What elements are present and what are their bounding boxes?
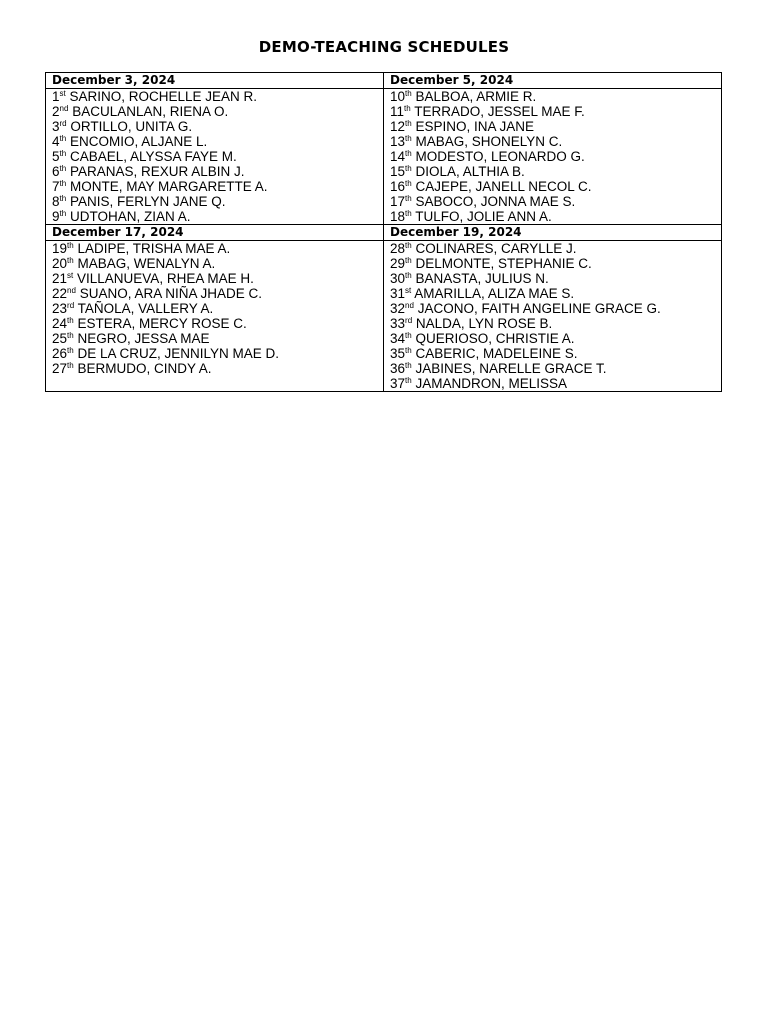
- order-number: 21: [52, 271, 68, 286]
- teacher-name: AMARILLA, ALIZA MAE S.: [414, 286, 575, 301]
- teacher-name: PARANAS, REXUR ALBIN J.: [69, 164, 245, 179]
- date-header-row: [46, 225, 722, 241]
- list-item: [52, 271, 383, 286]
- order-number: 17: [390, 194, 406, 209]
- order-number: 24: [52, 316, 68, 331]
- order-suffix: th: [405, 209, 412, 218]
- teacher-name: TAÑOLA, VALLERY A.: [77, 301, 214, 316]
- list-item: [390, 194, 721, 209]
- order-suffix: nd: [59, 104, 69, 113]
- order-suffix: th: [59, 134, 67, 143]
- teacher-name: JABINES, NARELLE GRACE T.: [415, 361, 607, 376]
- teacher-name: NEGRO, JESSA MAE: [77, 331, 210, 346]
- order-number: 16: [390, 179, 406, 194]
- list-item: [52, 134, 383, 149]
- list-item: [390, 209, 721, 224]
- order-suffix: th: [405, 179, 412, 188]
- order-suffix: th: [405, 376, 412, 385]
- teacher-name: ESTERA, MERCY ROSE C.: [77, 316, 247, 331]
- list-item: [52, 361, 383, 376]
- teacher-name: SUANO, ARA NIÑA JHADE C.: [79, 286, 262, 301]
- list-item: [52, 194, 383, 209]
- list-item: [52, 179, 383, 194]
- order-number: 35: [390, 346, 406, 361]
- list-item: [390, 256, 721, 271]
- teacher-name: BERMUDO, CINDY A.: [77, 361, 212, 376]
- order-number: 34: [390, 331, 406, 346]
- order-suffix: th: [405, 271, 412, 280]
- teacher-name: COLINARES, CARYLLE J.: [415, 241, 577, 256]
- order-number: 15: [390, 164, 406, 179]
- schedule-date-right: December 5, 2024: [384, 73, 722, 89]
- order-number: 14: [390, 149, 406, 164]
- teacher-name: BANASTA, JULIUS N.: [415, 271, 549, 286]
- list-item: [52, 286, 383, 301]
- order-suffix: th: [59, 194, 67, 203]
- order-number: 7: [52, 179, 60, 194]
- list-item: [390, 316, 721, 331]
- order-suffix: th: [405, 119, 412, 128]
- teacher-name: BALBOA, ARMIE R.: [415, 89, 537, 104]
- order-suffix: st: [59, 89, 66, 98]
- order-number: 28: [390, 241, 406, 256]
- list-item: [52, 164, 383, 179]
- order-suffix: nd: [67, 286, 76, 295]
- order-suffix: rd: [405, 316, 413, 325]
- order-number: 11: [390, 104, 405, 119]
- order-suffix: th: [59, 164, 67, 173]
- order-suffix: rd: [59, 119, 67, 128]
- order-number: 3: [52, 119, 60, 134]
- teacher-name: CABAEL, ALYSSA FAYE M.: [69, 149, 237, 164]
- list-item: [390, 179, 721, 194]
- order-number: 31: [390, 286, 406, 301]
- list-item: [52, 241, 383, 256]
- order-number: 20: [52, 256, 68, 271]
- teacher-name: TERRADO, JESSEL MAE F.: [414, 104, 585, 119]
- teacher-name: ESPINO, INA JANE: [415, 119, 535, 134]
- order-number: 2: [52, 104, 60, 119]
- list-item: [52, 331, 383, 346]
- order-number: 30: [390, 271, 406, 286]
- order-suffix: st: [67, 271, 74, 280]
- names-row: [46, 89, 722, 225]
- order-number: 9: [52, 209, 60, 224]
- names-cell-left: [46, 89, 384, 225]
- names-cell-right: [384, 89, 722, 225]
- order-number: 1: [52, 89, 60, 104]
- list-item: [390, 119, 721, 134]
- teacher-name: TULFO, JOLIE ANN A.: [415, 209, 552, 224]
- teacher-name: CAJEPE, JANELL NECOL C.: [415, 179, 592, 194]
- schedule-date-left: December 17, 2024: [46, 225, 384, 241]
- teacher-name: MODESTO, LEONARDO G.: [415, 149, 585, 164]
- names-cell-left: [46, 241, 384, 392]
- order-suffix: nd: [405, 301, 414, 310]
- order-suffix: th: [405, 241, 412, 250]
- list-item: [390, 271, 721, 286]
- list-item: [52, 256, 383, 271]
- schedule-date-right: December 19, 2024: [384, 225, 722, 241]
- list-item: [52, 346, 383, 361]
- teacher-name: BACULANLAN, RIENA O.: [72, 104, 229, 119]
- list-item: [390, 361, 721, 376]
- order-number: 18: [390, 209, 406, 224]
- list-item: [52, 301, 383, 316]
- teacher-name: UDTOHAN, ZIAN A.: [69, 209, 191, 224]
- list-item: [52, 104, 383, 119]
- list-item: [390, 241, 721, 256]
- order-suffix: th: [59, 149, 67, 158]
- order-number: 36: [390, 361, 406, 376]
- order-number: 37: [390, 376, 406, 391]
- list-item: [52, 119, 383, 134]
- order-suffix: th: [67, 331, 74, 340]
- teacher-name: SABOCO, JONNA MAE S.: [415, 194, 576, 209]
- order-number: 8: [52, 194, 60, 209]
- list-item: [390, 134, 721, 149]
- list-item: [390, 104, 721, 119]
- order-suffix: th: [405, 361, 412, 370]
- teacher-name: JAMANDRON, MELISSA: [415, 376, 567, 391]
- teacher-name: PANIS, FERLYN JANE Q.: [69, 194, 226, 209]
- list-item: [390, 149, 721, 164]
- order-suffix: th: [405, 164, 412, 173]
- order-number: 23: [52, 301, 68, 316]
- order-number: 26: [52, 346, 68, 361]
- teacher-name: DE LA CRUZ, JENNILYN MAE D.: [77, 346, 280, 361]
- page-title: DEMO-TEACHING SCHEDULES: [258, 38, 510, 56]
- order-suffix: th: [67, 256, 74, 265]
- order-number: 25: [52, 331, 68, 346]
- teacher-name: SARINO, ROCHELLE JEAN R.: [69, 89, 258, 104]
- list-item: [390, 331, 721, 346]
- order-suffix: th: [405, 256, 412, 265]
- order-number: 32: [390, 301, 406, 316]
- list-item: [52, 316, 383, 331]
- order-suffix: th: [405, 134, 412, 143]
- teacher-name: JACONO, FAITH ANGELINE GRACE G.: [417, 301, 661, 316]
- list-item: [390, 346, 721, 361]
- order-suffix: th: [405, 346, 412, 355]
- order-number: 27: [52, 361, 68, 376]
- teacher-name: ORTILLO, UNITA G.: [70, 119, 193, 134]
- schedule-table-body: [46, 73, 722, 392]
- order-number: 4: [52, 134, 60, 149]
- order-suffix: th: [67, 346, 74, 355]
- order-suffix: th: [67, 316, 74, 325]
- schedule-date-left: December 3, 2024: [46, 73, 384, 89]
- order-suffix: th: [59, 179, 67, 188]
- date-header-row: [46, 73, 722, 89]
- teacher-name: QUERIOSO, CHRISTIE A.: [415, 331, 575, 346]
- list-item: [52, 149, 383, 164]
- order-suffix: th: [59, 209, 67, 218]
- order-suffix: th: [404, 104, 411, 113]
- order-suffix: st: [405, 286, 412, 295]
- list-item: [390, 286, 721, 301]
- teacher-name: CABERIC, MADELEINE S.: [415, 346, 578, 361]
- names-row: [46, 241, 722, 392]
- list-item: [52, 89, 383, 104]
- order-number: 13: [390, 134, 406, 149]
- names-cell-right: [384, 241, 722, 392]
- order-number: 33: [390, 316, 406, 331]
- schedule-table: [45, 72, 722, 392]
- list-item: [390, 301, 721, 316]
- teacher-name: DELMONTE, STEPHANIE C.: [415, 256, 592, 271]
- order-suffix: th: [405, 89, 412, 98]
- order-suffix: th: [67, 241, 74, 250]
- teacher-name: VILLANUEVA, RHEA MAE H.: [77, 271, 254, 286]
- order-suffix: th: [405, 149, 412, 158]
- order-number: 6: [52, 164, 60, 179]
- order-number: 10: [390, 89, 406, 104]
- order-number: 22: [52, 286, 68, 301]
- order-suffix: th: [67, 361, 74, 370]
- order-number: 5: [52, 149, 60, 164]
- teacher-name: MABAG, WENALYN A.: [77, 256, 216, 271]
- teacher-name: NALDA, LYN ROSE B.: [415, 316, 553, 331]
- order-number: 19: [52, 241, 68, 256]
- list-item: [390, 164, 721, 179]
- teacher-name: MABAG, SHONELYN C.: [415, 134, 563, 149]
- order-suffix: th: [405, 331, 412, 340]
- order-number: 29: [390, 256, 406, 271]
- order-number: 12: [390, 119, 406, 134]
- order-suffix: rd: [67, 301, 75, 310]
- list-item: [390, 376, 721, 391]
- list-item: [52, 209, 383, 224]
- list-item: [390, 89, 721, 104]
- teacher-name: MONTE, MAY MARGARETTE A.: [69, 179, 268, 194]
- order-suffix: th: [405, 194, 412, 203]
- teacher-name: ENCOMIO, ALJANE L.: [69, 134, 208, 149]
- teacher-name: LADIPE, TRISHA MAE A.: [77, 241, 231, 256]
- teacher-name: DIOLA, ALTHIA B.: [415, 164, 525, 179]
